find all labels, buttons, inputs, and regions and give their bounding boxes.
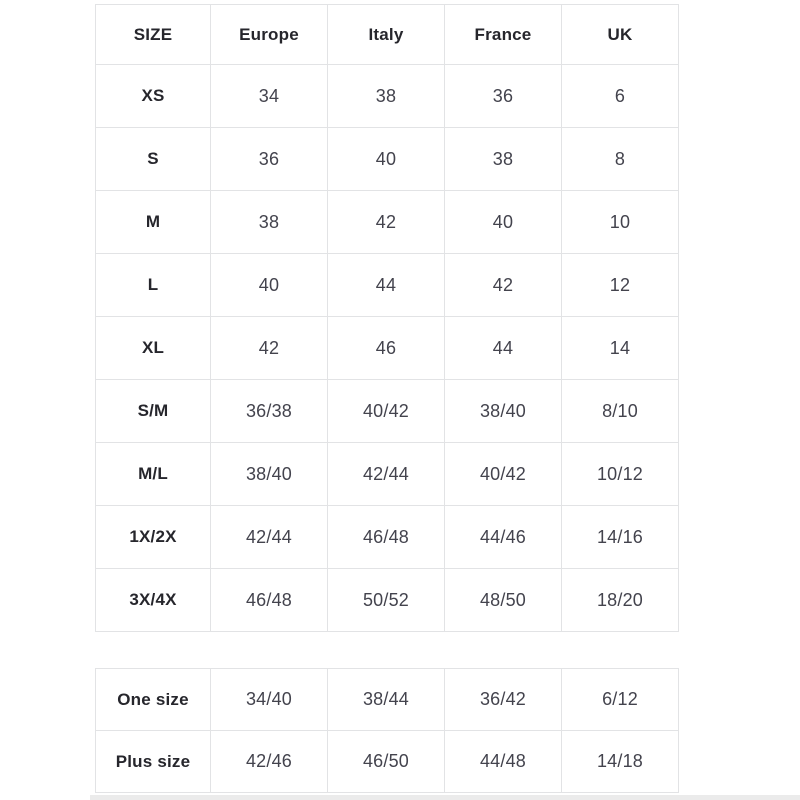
size-label-cell: 3X/4X (96, 569, 211, 632)
next-section-top-edge (90, 795, 800, 800)
size-value-cell: 42 (211, 317, 328, 380)
table-row-sm (96, 380, 679, 443)
size-value-cell: 36 (445, 65, 562, 128)
size-label-cell: XL (96, 317, 211, 380)
header-row (96, 5, 679, 65)
size-value-cell: 6/12 (562, 669, 679, 731)
size-value-cell: 38/44 (328, 669, 445, 731)
size-conversion-table (95, 4, 679, 632)
size-label-cell: XS (96, 65, 211, 128)
size-value-cell: 36 (211, 128, 328, 191)
size-label-cell: 1X/2X (96, 506, 211, 569)
table-row-one-size (96, 669, 679, 731)
table-row-3x4x (96, 569, 679, 632)
size-value-cell: 42 (445, 254, 562, 317)
size-value-cell: 38/40 (445, 380, 562, 443)
size-value-cell: 48/50 (445, 569, 562, 632)
size-value-cell: 14 (562, 317, 679, 380)
size-value-cell: 42 (328, 191, 445, 254)
size-value-cell: 42/44 (211, 506, 328, 569)
size-value-cell: 46 (328, 317, 445, 380)
size-label-cell: Plus size (96, 731, 211, 793)
size-value-cell: 14/18 (562, 731, 679, 793)
column-header-uk: UK (562, 5, 679, 65)
size-value-cell: 34/40 (211, 669, 328, 731)
size-value-cell: 42/44 (328, 443, 445, 506)
table-row-l (96, 254, 679, 317)
size-value-cell: 38 (445, 128, 562, 191)
table-row-xs (96, 65, 679, 128)
size-value-cell: 46/48 (328, 506, 445, 569)
size-label-cell: M/L (96, 443, 211, 506)
size-chart-section (95, 4, 679, 793)
size-value-cell: 50/52 (328, 569, 445, 632)
table-row-s (96, 128, 679, 191)
size-value-cell: 44/46 (445, 506, 562, 569)
size-value-cell: 8/10 (562, 380, 679, 443)
size-value-cell: 36/38 (211, 380, 328, 443)
size-label-cell: S/M (96, 380, 211, 443)
column-header-france: France (445, 5, 562, 65)
table-row-m (96, 191, 679, 254)
column-header-italy: Italy (328, 5, 445, 65)
size-value-cell: 38 (328, 65, 445, 128)
size-value-cell: 46/50 (328, 731, 445, 793)
size-value-cell: 12 (562, 254, 679, 317)
size-value-cell: 10 (562, 191, 679, 254)
size-value-cell: 40 (445, 191, 562, 254)
size-value-cell: 42/46 (211, 731, 328, 793)
table-row-plus-size (96, 731, 679, 793)
table-row-1x2x (96, 506, 679, 569)
size-value-cell: 38 (211, 191, 328, 254)
size-label-cell: M (96, 191, 211, 254)
size-value-cell: 40 (211, 254, 328, 317)
size-value-cell: 10/12 (562, 443, 679, 506)
size-label-cell: S (96, 128, 211, 191)
size-value-cell: 36/42 (445, 669, 562, 731)
size-value-cell: 40/42 (328, 380, 445, 443)
size-value-cell: 34 (211, 65, 328, 128)
size-value-cell: 40 (328, 128, 445, 191)
size-value-cell: 38/40 (211, 443, 328, 506)
size-value-cell: 6 (562, 65, 679, 128)
size-value-cell: 44 (328, 254, 445, 317)
column-header-europe: Europe (211, 5, 328, 65)
special-sizes-table (95, 668, 679, 793)
table-row-ml (96, 443, 679, 506)
size-value-cell: 14/16 (562, 506, 679, 569)
size-value-cell: 44/48 (445, 731, 562, 793)
size-value-cell: 40/42 (445, 443, 562, 506)
size-value-cell: 46/48 (211, 569, 328, 632)
size-label-cell: One size (96, 669, 211, 731)
size-value-cell: 18/20 (562, 569, 679, 632)
size-label-cell: L (96, 254, 211, 317)
size-value-cell: 44 (445, 317, 562, 380)
column-header-size: SIZE (96, 5, 211, 65)
size-value-cell: 8 (562, 128, 679, 191)
table-row-xl (96, 317, 679, 380)
